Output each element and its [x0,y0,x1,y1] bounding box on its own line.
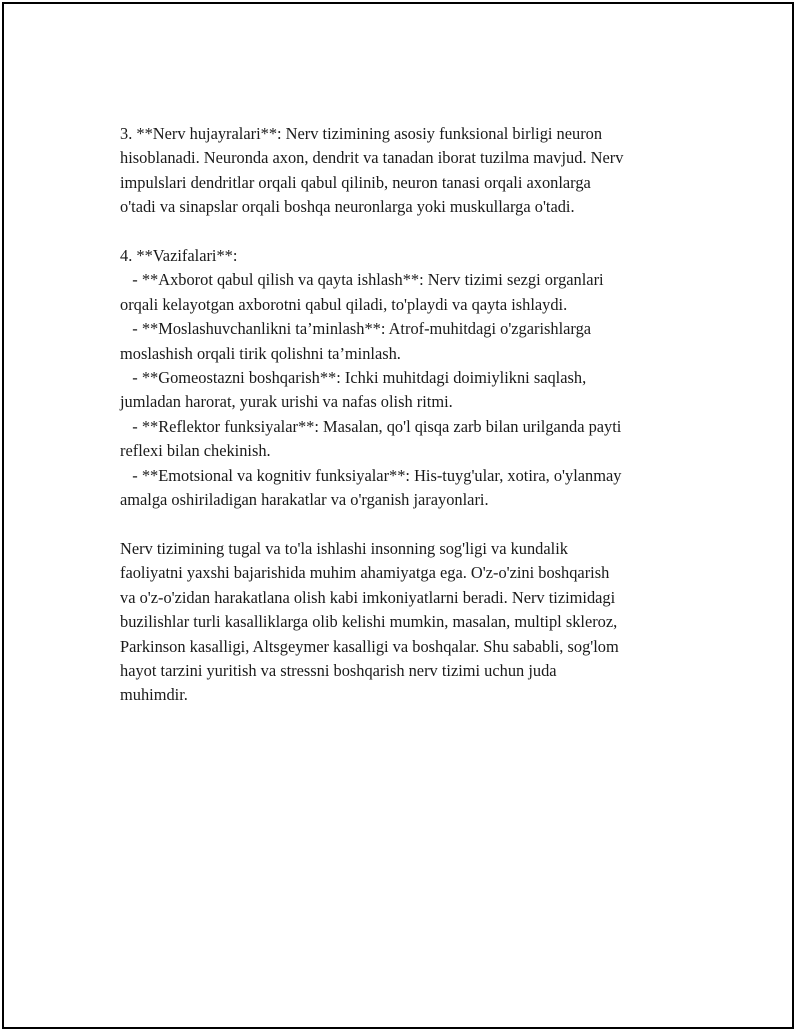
text-line: Nerv tizimining tugal va to'la ishlashi insonning sog'ligi va kundalik [120,538,568,558]
list-item-first-line: - **Moslashuvchanlikni ta’minlash**: Atrof-muhitdagi o'zgarishlarga [120,319,592,339]
paragraph-gap [120,512,680,536]
text-line: muhimdir. [120,685,188,705]
list-item [120,317,680,366]
section-heading: 4. **Vazifalari**: [120,246,238,266]
list-item-first-line: - **Axborot qabul qilish va qayta ishlash**: Nerv tizimi sezgi organlari [120,270,604,290]
list-item [120,464,680,513]
text-line: faoliyatni yaxshi bajarishida muhim ahamiyatga ega. O'z-o'zini boshqarish [120,563,610,583]
section-conclusion [120,537,680,708]
list-item-second-line: amalga oshiriladigan harakatlar va o'rganish jarayonlari. [120,490,489,510]
text-line: va o'z-o'zidan harakatlana olish kabi imkoniyatlarni beradi. Nerv tizimidagi [120,587,616,607]
paragraph-gap [120,220,680,244]
list-item-first-line: - **Emotsional va kognitiv funksiyalar**: His-tuyg'ular, xotira, o'ylanmay [120,465,622,485]
list-item-first-line: - **Gomeostazni boshqarish**: Ichki muhitdagi doimiylikni saqlash, [120,368,587,388]
document-page [2,2,794,1029]
text-line: impulslari dendritlar orqali qabul qilinib, neuron tanasi orqali axonlarga [120,172,591,192]
list-item [120,415,680,464]
document-body [120,122,680,708]
section-nerve-cells [120,122,680,220]
text-line: hayot tarzini yuritish va stressni boshqarish nerv tizimi uchun juda [120,660,557,680]
list-item [120,268,680,317]
list-item-second-line: orqali kelayotgan axborotni qabul qiladi, to'playdi va qayta ishlaydi. [120,294,568,314]
list-item [120,366,680,415]
list-item-second-line: moslashish orqali tirik qolishni ta’minlash. [120,343,401,363]
section-functions [120,244,680,512]
text-line: Parkinson kasalligi, Altsgeymer kasalligi va boshqalar. Shu sababli, sog'lom [120,636,619,656]
text-line: hisoblanadi. Neuronda axon, dendrit va tanadan iborat tuzilma mavjud. Nerv [120,148,624,168]
list-item-second-line: jumladan harorat, yurak urishi va nafas olish ritmi. [120,392,453,412]
text-line: o'tadi va sinapslar orqali boshqa neuronlarga yoki muskullarga o'tadi. [120,197,575,217]
text-line: buzilishlar turli kasalliklarga olib kelishi mumkin, masalan, multipl skleroz, [120,612,618,632]
text-line: 3. **Nerv hujayralari**: Nerv tizimining asosiy funksional birligi neuron [120,124,603,143]
list-item-second-line: reflexi bilan chekinish. [120,441,271,461]
list-item-first-line: - **Reflektor funksiyalar**: Masalan, qo'l qisqa zarb bilan urilganda payti [120,416,622,436]
